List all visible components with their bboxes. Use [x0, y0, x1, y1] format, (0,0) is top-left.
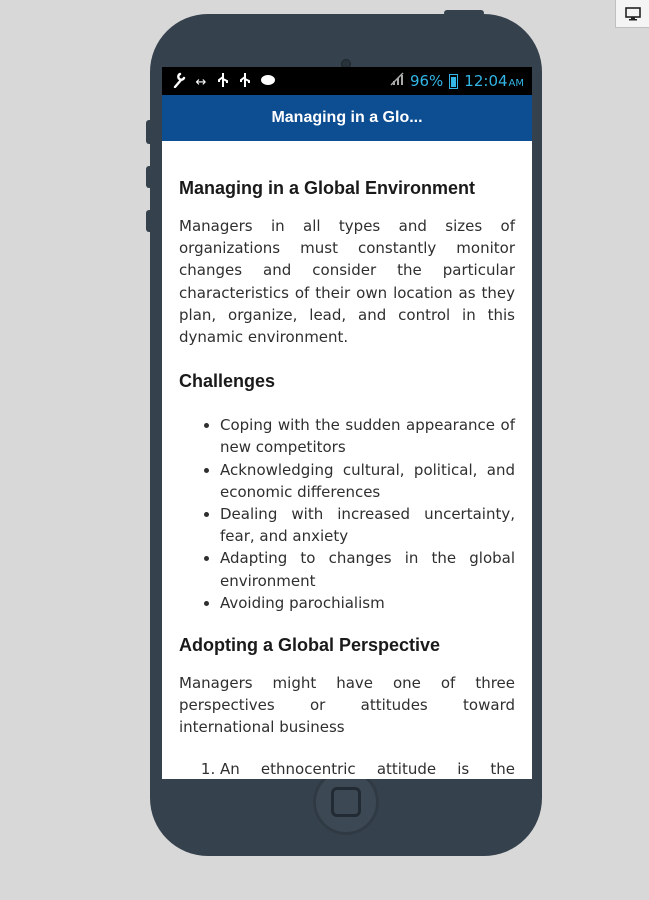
intro-paragraph: Managers in all types and sizes of organizations must constantly monitor changes and consider the particular characteristics of their own location as they plan, organize, lead, and control in this dynamic environment. [179, 217, 515, 347]
usb-icon [216, 72, 230, 94]
status-bar [162, 67, 532, 95]
wrench-icon [172, 72, 186, 94]
status-right [390, 71, 524, 91]
phone-power-button [444, 10, 484, 16]
home-square-icon [331, 787, 361, 817]
arrows-icon: ↔ [195, 75, 207, 90]
list-item: • Dealing with increased uncertainty, fear, and anxiety [220, 503, 515, 547]
desktop-view-button[interactable] [615, 0, 649, 28]
heading-global-environment: Managing in a Global Environment [179, 178, 476, 198]
battery-percent: 96% [409, 72, 444, 90]
phone-screen [162, 67, 532, 779]
app-bar [162, 95, 532, 141]
perspective-paragraph: Managers might have one of three perspectives or attitudes toward international business [179, 674, 515, 737]
list-item: • Avoiding parochialism [220, 592, 515, 614]
monitor-icon [625, 7, 641, 21]
usb-icon-2 [238, 72, 252, 94]
heading-challenges: Challenges [179, 371, 276, 392]
list-item: • Acknowledging cultural, political, and economic differences [220, 459, 515, 503]
notification-icons [172, 72, 274, 94]
phone-volume-down-button [146, 210, 154, 232]
article-content [179, 141, 515, 779]
heading-global-perspective: Adopting a Global Perspective [179, 635, 441, 656]
clock-time: 12:04 [464, 72, 508, 90]
app-bar-title: Managing in a Glo... [271, 109, 423, 126]
clock-ampm: AM [508, 78, 524, 89]
battery-icon [449, 74, 458, 89]
phone-side-button [146, 120, 154, 144]
list-item: • Coping with the sudden appearance of new competitors [220, 414, 515, 458]
phone-volume-up-button [146, 166, 154, 188]
no-signal-icon [390, 71, 404, 91]
clock [464, 72, 524, 90]
list-item: 1. An ethnocentric attitude is the [220, 758, 515, 779]
gamepad-icon [260, 74, 274, 92]
perspectives-list [179, 758, 515, 779]
list-item: • Adapting to changes in the global environment [220, 547, 515, 591]
challenges-list [179, 414, 515, 614]
